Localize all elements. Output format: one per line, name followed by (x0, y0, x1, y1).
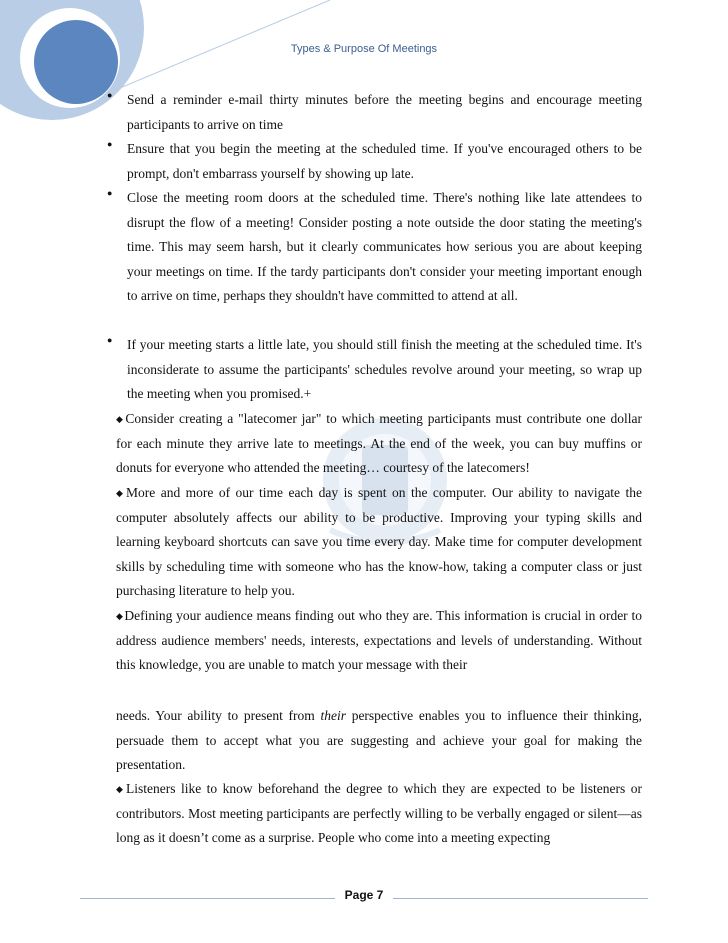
bullet-text: Send a reminder e-mail thirty minutes before the meeting begins and encourage meeting participants to arrive on time (127, 92, 642, 132)
bullet-icon: ◆ (116, 611, 124, 621)
paragraph (116, 604, 642, 678)
paragraph (116, 407, 642, 481)
continuation-emphasis: their (320, 708, 346, 723)
page-number: Page 7 (335, 888, 394, 902)
bullet-icon: ● (107, 335, 113, 345)
paragraph-text: Listeners like to know beforehand the degree to which they are expected to be listeners or contributors. Most meeting participants are perfectly willing to be verbally engaged or silent—as long as it doesn’t come as a surprise. People who come into a meeting expecting (116, 781, 642, 845)
paragraph (116, 777, 642, 851)
bullet-text: Close the meeting room doors at the scheduled time. There's nothing like late attendees to disrupt the flow of a meeting! Consider posting a note outside the door stating the meeting's time. This may seem harsh, but it clearly communicates how serious you are about keeping your meetings on time. If the tardy participants don't consider your meeting important enough to arrive on time, perhaps they shouldn't have committed to attend at all. (127, 190, 642, 303)
paragraph-text: More and more of our time each day is spent on the computer. Our ability to navigate the computer absolutely affects our ability to be productive. Improving your typing skills and learning keyboard shortcuts can save you time every day. Make time for computer development skills by scheduling time with someone who has the know-how, taking a computer class or just purchasing literature to help you. (116, 485, 643, 598)
bullet-icon: ◆ (116, 784, 126, 794)
continuation-text-before: needs. Your ability to present from (116, 708, 321, 723)
continuation-text-after: perspective enables you to influence their thinking, persuade them to accept what you are suggesting and achieve your goal for making the presentation. (116, 708, 642, 772)
paragraph-text: Consider creating a "latecomer jar" to which meeting participants must contribute one dollar for each minute they arrive late to meetings. At the end of the week, you can buy muffins or donuts for everyone who attended the meeting… courtesy of the latecomers! (116, 411, 642, 475)
decor-circle-inner (34, 20, 118, 104)
bullet-icon: ● (107, 90, 113, 100)
bullet-icon: ● (107, 188, 113, 198)
bullet-icon: ◆ (116, 414, 125, 424)
paragraph-continuation (116, 704, 642, 778)
paragraph (116, 481, 642, 604)
paragraph-text: Defining your audience means finding out who they are. This information is crucial in order to address audience members' needs, interests, expectations and levels of understanding. Without this knowledge, you are unable to match your message with their (116, 608, 642, 672)
bullet-text: If your meeting starts a little late, you should still finish the meeting at the scheduled time. It's inconsiderate to assume the participants' schedules revolve around your meeting, so wrap up the meeting when you promised.+ (127, 337, 642, 401)
page-footer (0, 888, 728, 902)
bullet-text: Ensure that you begin the meeting at the scheduled time. If you've encouraged others to be prompt, don't embarrass yourself by showing up late. (127, 141, 642, 181)
bullet-icon: ● (107, 139, 113, 149)
bullet-icon: ◆ (116, 488, 126, 498)
header-title: Types & Purpose Of Meetings (290, 43, 438, 55)
